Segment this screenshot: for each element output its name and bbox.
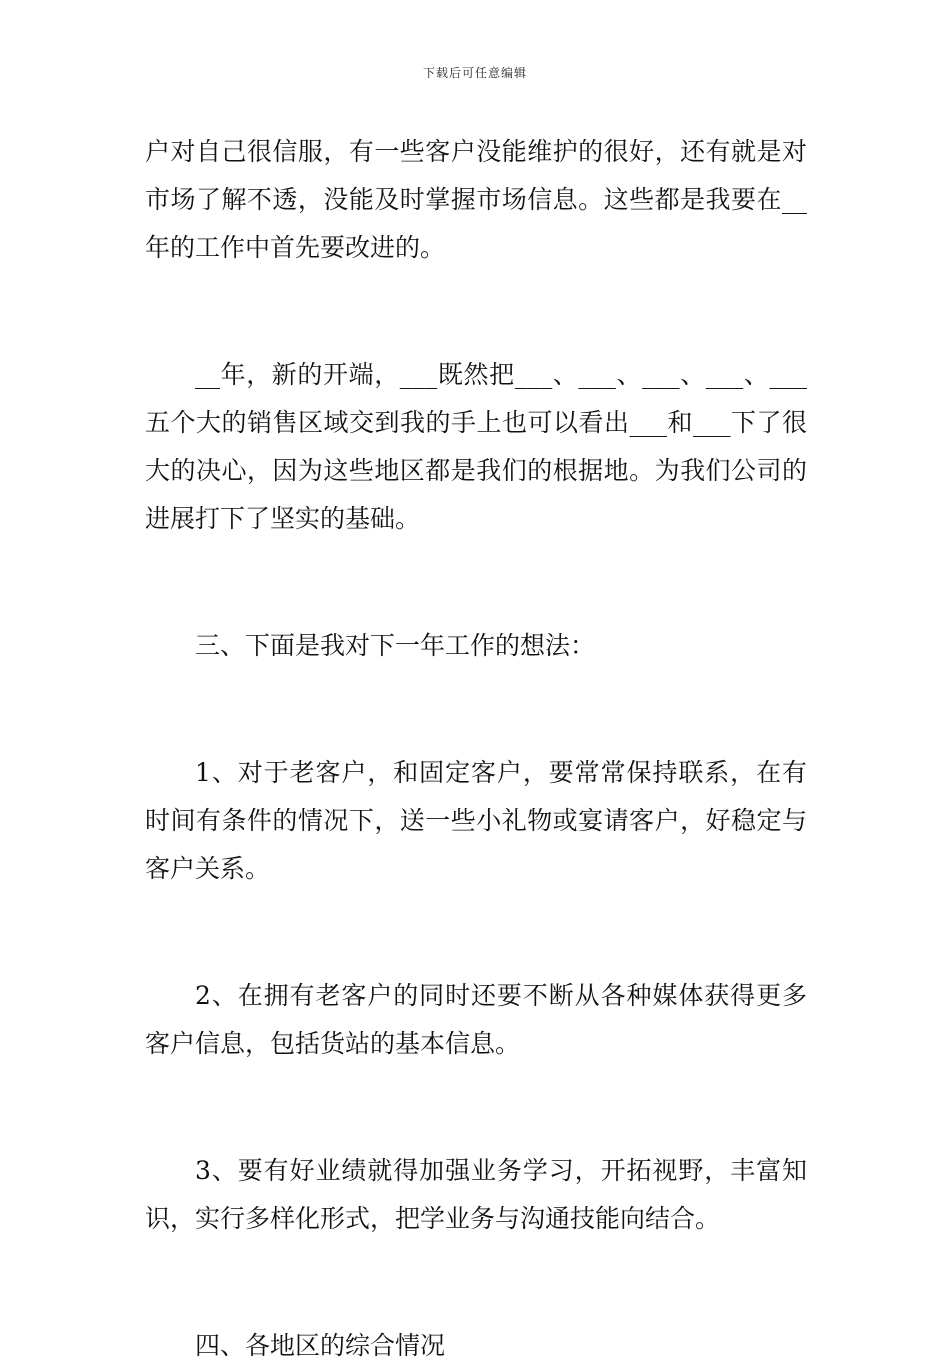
paragraph-new-start: __年，新的开端，___既然把___、___、___、___、___五个大的销售区域交到我的手上也可以看出___和___下了很大的决心，因为这些地区都是我们的根据地。为我们公司的进展打下了坚实的基础。 xyxy=(145,360,807,533)
page-header: 下载后可任意编辑 xyxy=(422,66,527,80)
paragraph-continuation: 户对自己很信服，有一些客户没能维护的很好，还有就是对市场了解不透，没能及时掌握市场信息。这些都是我要在__年的工作中首先要改进的。 xyxy=(145,137,807,262)
list-item-1: 1、对于老客户，和固定客户，要常常保持联系，在有时间有条件的情况下，送一些小礼物或宴请客户，好稳定与客户关系。 xyxy=(145,758,807,883)
list-item-3: 3、要有好业绩就得加强业务学习，开拓视野，丰富知识，实行多样化形式，把学业务与沟通技能向结合。 xyxy=(145,1156,807,1233)
document-body xyxy=(145,128,807,1370)
list-item-2: 2、在拥有老客户的同时还要不断从各种媒体获得更多客户信息，包括货站的基本信息。 xyxy=(145,981,807,1058)
section-heading-regional-summary: 四、各地区的综合情况 xyxy=(195,1331,446,1360)
section-heading-next-year-plans: 三、下面是我对下一年工作的想法： xyxy=(195,631,596,660)
